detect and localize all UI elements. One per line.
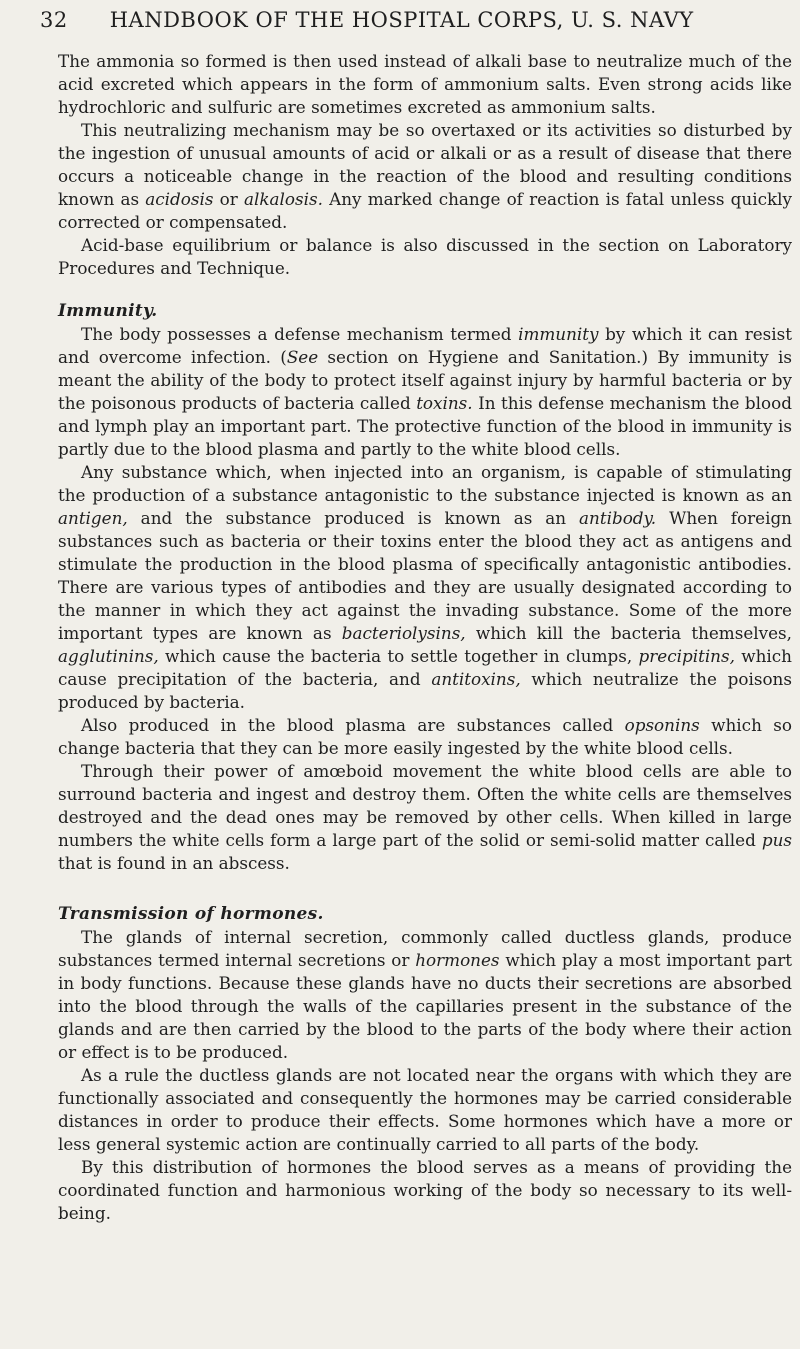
italic-term: toxins.: [416, 393, 473, 413]
italic-term: antitoxins,: [431, 669, 521, 689]
paragraph-internal-secretion: [58, 926, 792, 1064]
text-run: that is found in an abscess.: [58, 853, 290, 873]
text-run: section on Hygiene and Sanitation.) By immunity is meant the ability of the body to protect itself against injury by harmful bacteria or by the poisonous products of bacteria called: [58, 347, 793, 413]
paragraph-ammonia: The ammonia so formed is then used instead of alkali base to neutralize much of the acid excreted which appears in the form of ammonium salts. Even strong acids like hydrochloric and sulfuric are sometimes excreted as ammonium salts.: [58, 51, 792, 117]
paragraph-opsonins: [58, 714, 792, 760]
italic-term: precipitins,: [638, 646, 735, 666]
text-run: Any marked change of reaction is fatal unless quickly corrected or compensated.: [58, 189, 792, 232]
paragraph-amoeboid-movement: [58, 760, 792, 875]
italic-term: antibody.: [579, 508, 657, 528]
paragraph-ductless-glands: As a rule the ductless glands are not located near the organs with which they are functionally associated and consequently the hormones may be carried considerable distances in order to produce their effects. Some hormones which have a more or less general systemic action are continually carried to all parts of the body.: [58, 1065, 792, 1154]
italic-term: alkalosis.: [243, 189, 323, 209]
text-run: which so change bacteria that they can be more easily ingested by the white blood cells.: [58, 715, 792, 758]
section-heading-transmission: Transmission of hormones.: [58, 904, 324, 924]
italic-term: agglutinins,: [58, 646, 159, 666]
italic-term: hormones: [415, 950, 500, 970]
text-run: which play a most important part in body functions. Because these glands have no ducts their secretions are absorbed into the blood through the walls of the capillaries present in the substance of the glands and are then carried by the blood to the parts of the body where their action or effect is to be produced.: [58, 950, 792, 1062]
italic-term: antigen,: [58, 508, 128, 528]
section-heading-immunity: Immunity.: [58, 301, 158, 321]
text-run: which kill the bacteria themselves,: [465, 623, 792, 643]
paragraph-neutralizing-mechanism: [58, 119, 792, 234]
text-run: The body possesses a defense mechanism termed: [81, 324, 519, 344]
text-run: and the substance produced is known as an: [127, 508, 580, 528]
running-title: HANDBOOK OF THE HOSPITAL CORPS, U. S. NAVY: [109, 8, 694, 32]
text-run: When foreign substances such as bacteria or their toxins enter the blood they act as antigens and stimulate the production in the blood plasma of specifically antagonistic antibodies. There are various types of antibodies and they are usually designated according to the manner in which they act against the invading substance. Some of the more important types are known as: [58, 508, 792, 643]
page-number: 32: [40, 8, 68, 32]
text-run: In this defense mechanism the blood and lymph play an important part. The protective function of the blood in immunity is partly due to the blood plasma and partly to the white blood cells.: [58, 393, 792, 459]
text-run: which neutralize the poisons produced by bacteria.: [58, 669, 792, 712]
text-run: which cause the bacteria to settle together in clumps,: [158, 646, 639, 666]
italic-term: immunity: [518, 324, 599, 344]
italic-term: See: [286, 347, 319, 367]
italic-term: pus: [761, 830, 792, 850]
text-run: or: [213, 189, 244, 209]
paragraph-distribution: By this distribution of hormones the blood serves as a means of providing the coordinated function and harmonious working of the body so necessary to its well-being.: [58, 1157, 792, 1223]
paragraph-acid-base: Acid-base equilibrium or balance is also discussed in the section on Laboratory Procedures and Technique.: [58, 235, 792, 278]
running-header: [40, 8, 760, 32]
page-body: [58, 50, 792, 1225]
italic-term: opsonins: [624, 715, 700, 735]
paragraph-antigens-antibodies: [58, 461, 792, 714]
italic-term: bacteriolysins,: [341, 623, 466, 643]
text-run: Also produced in the blood plasma are substances called: [81, 715, 625, 735]
text-run: by which it can resist and overcome infection. (: [58, 324, 792, 367]
text-run: which cause precipitation of the bacteria, and: [58, 646, 792, 689]
text-run: Any substance which, when injected into an organism, is capable of stimulating the production of a substance antagonistic to the substance injected is known as an: [58, 462, 792, 505]
text-run: The glands of internal secretion, commonly called ductless glands, produce substances termed internal secretions or: [58, 927, 792, 970]
paragraph-immunity-definition: [58, 323, 792, 461]
text-run: This neutralizing mechanism may be so overtaxed or its activities so disturbed by the ingestion of unusual amounts of acid or alkali or as a result of disease that there occurs a noticeable change in the reaction of the blood and resulting conditions known as: [58, 120, 792, 209]
italic-term: acidosis: [145, 189, 214, 209]
text-run: Through their power of amœboid movement the white blood cells are able to surround bacteria and ingest and destroy them. Often the white cells are themselves destroyed and the dead ones may be removed by other cells. When killed in large numbers the white cells form a large part of the solid or semi-solid matter called: [58, 761, 792, 850]
